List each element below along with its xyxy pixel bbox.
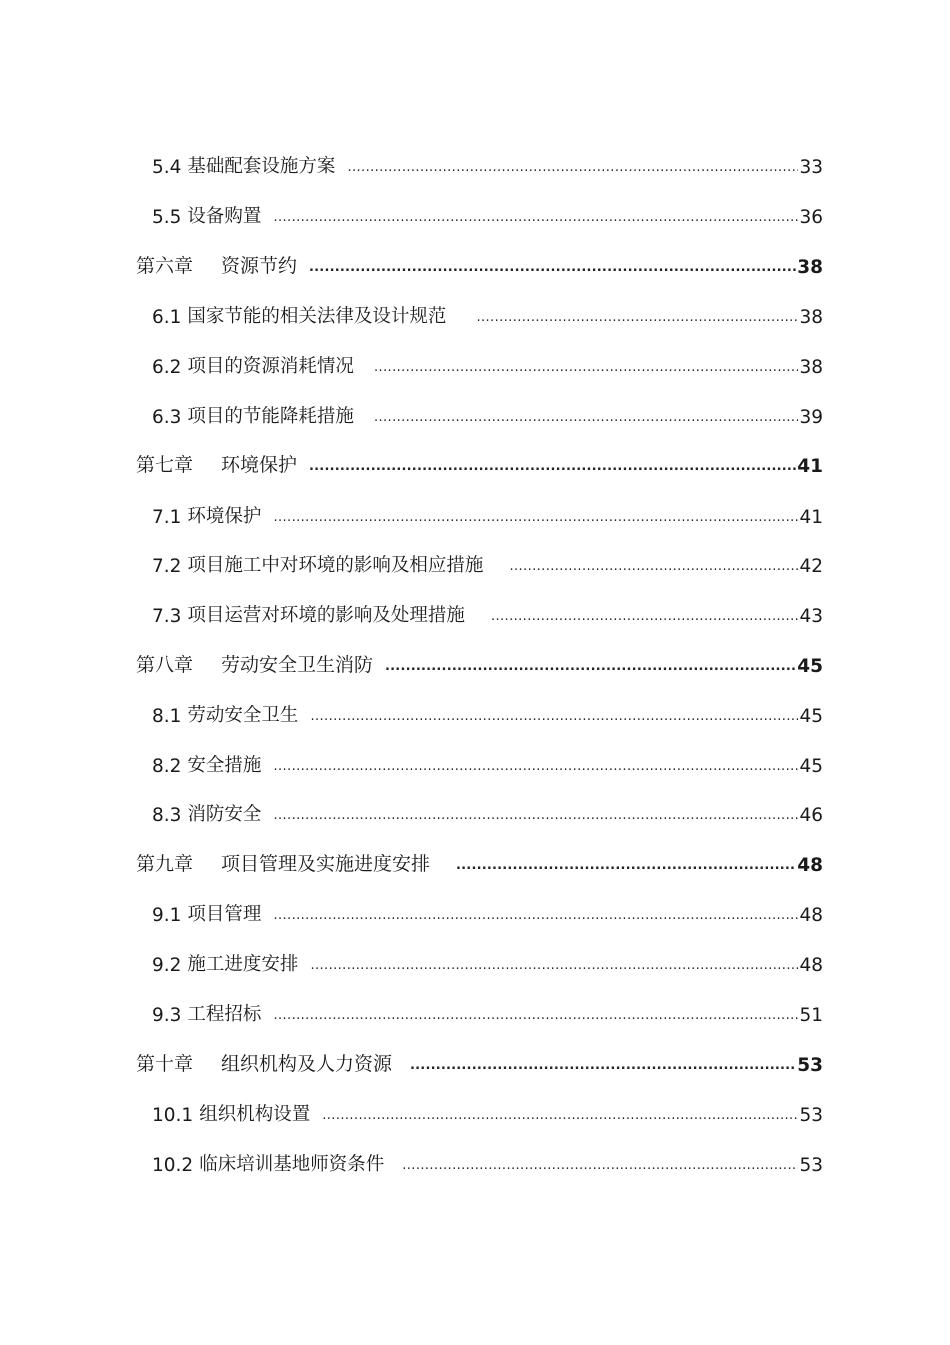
entry-title: 工程招标 <box>187 1004 262 1025</box>
chapter-page-number: 48 <box>797 855 823 876</box>
entry-number: 9.2 <box>152 955 182 976</box>
entry-title: 施工进度安排 <box>187 954 299 975</box>
dot-leader <box>310 959 798 976</box>
toc-entry-7-3[interactable] <box>152 597 823 627</box>
chapter-title: 项目管理及实施进度安排 <box>221 853 431 875</box>
entry-number: 7.1 <box>152 507 182 528</box>
entry-page-number: 36 <box>799 207 823 228</box>
toc-chapter-9[interactable] <box>136 846 823 876</box>
entry-title: 项目的节能降耗措施 <box>187 406 354 427</box>
entry-page-number: 45 <box>799 756 823 777</box>
entry-number: 7.3 <box>152 606 182 627</box>
toc-entry-10-2[interactable] <box>152 1146 823 1176</box>
entry-number: 10.2 <box>152 1155 194 1176</box>
toc-chapter-8[interactable] <box>136 647 823 677</box>
toc-entry-6-2[interactable] <box>152 348 823 378</box>
chapter-page-number: 45 <box>797 656 823 677</box>
dot-leader <box>385 660 796 677</box>
toc-entry-9-2[interactable] <box>152 946 823 976</box>
chapter-title: 组织机构及人力资源 <box>221 1053 393 1075</box>
dot-leader <box>273 760 798 777</box>
chapter-number: 第八章 <box>136 654 194 676</box>
chapter-number: 第七章 <box>136 454 194 476</box>
entry-title: 项目施工中对环境的影响及相应措施 <box>187 555 484 576</box>
dot-leader <box>509 560 798 577</box>
entry-page-number: 46 <box>799 805 823 826</box>
entry-number: 8.2 <box>152 756 182 777</box>
entry-number: 10.1 <box>152 1105 194 1126</box>
entry-title: 国家节能的相关法律及设计规范 <box>187 306 447 327</box>
dot-leader <box>273 1009 798 1026</box>
dot-leader <box>374 411 799 428</box>
entry-page-number: 33 <box>799 157 823 178</box>
entry-title: 临床培训基地师资条件 <box>199 1154 385 1175</box>
entry-page-number: 38 <box>799 357 823 378</box>
chapter-number: 第十章 <box>136 1053 194 1075</box>
dot-leader <box>476 311 798 328</box>
chapter-page-number: 53 <box>797 1055 823 1076</box>
chapter-number: 第九章 <box>136 853 194 875</box>
chapter-page-number: 41 <box>797 456 823 477</box>
entry-title: 消防安全 <box>187 804 262 825</box>
entry-page-number: 41 <box>799 507 823 528</box>
chapter-title: 环境保护 <box>221 454 298 476</box>
entry-page-number: 48 <box>799 955 823 976</box>
dot-leader <box>273 909 798 926</box>
entry-page-number: 45 <box>799 706 823 727</box>
entry-title: 组织机构设置 <box>199 1104 311 1125</box>
entry-number: 9.3 <box>152 1005 182 1026</box>
chapter-title: 劳动安全卫生消防 <box>221 654 374 676</box>
toc-entry-10-1[interactable] <box>152 1096 823 1126</box>
entry-title: 设备购置 <box>187 206 262 227</box>
entry-number: 6.1 <box>152 307 182 328</box>
toc-chapter-10[interactable] <box>136 1046 823 1076</box>
entry-number: 6.3 <box>152 407 182 428</box>
toc-entry-8-3[interactable] <box>152 796 823 826</box>
toc-entry-8-1[interactable] <box>152 697 823 727</box>
entry-page-number: 38 <box>799 307 823 328</box>
dot-leader <box>309 460 796 477</box>
dot-leader <box>347 161 798 178</box>
entry-title: 项目的资源消耗情况 <box>187 356 354 377</box>
dot-leader <box>273 211 798 228</box>
entry-page-number: 53 <box>799 1155 823 1176</box>
dot-leader <box>456 859 796 876</box>
entry-page-number: 42 <box>799 556 823 577</box>
entry-page-number: 43 <box>799 606 823 627</box>
entry-number: 5.5 <box>152 207 182 228</box>
toc-entry-9-1[interactable] <box>152 896 823 926</box>
dot-leader <box>491 610 799 627</box>
dot-leader <box>410 1059 796 1076</box>
entry-number: 9.1 <box>152 905 182 926</box>
toc-chapter-7[interactable] <box>136 447 823 477</box>
entry-number: 8.1 <box>152 706 182 727</box>
entry-title: 项目管理 <box>187 904 262 925</box>
entry-page-number: 39 <box>799 407 823 428</box>
chapter-title: 资源节约 <box>221 255 298 277</box>
dot-leader <box>309 261 796 278</box>
dot-leader <box>310 710 798 727</box>
toc-entry-5-5[interactable] <box>152 198 823 228</box>
toc-entry-6-1[interactable] <box>152 298 823 328</box>
entry-number: 8.3 <box>152 805 182 826</box>
entry-title: 基础配套设施方案 <box>187 156 336 177</box>
entry-page-number: 48 <box>799 905 823 926</box>
entry-page-number: 51 <box>799 1005 823 1026</box>
toc-entry-9-3[interactable] <box>152 996 823 1026</box>
toc-entry-5-4[interactable] <box>152 148 823 178</box>
toc-entry-8-2[interactable] <box>152 747 823 777</box>
entry-number: 5.4 <box>152 157 182 178</box>
entry-title: 安全措施 <box>187 755 262 776</box>
chapter-number: 第六章 <box>136 255 194 277</box>
entry-number: 6.2 <box>152 357 182 378</box>
toc-entry-7-1[interactable] <box>152 498 823 528</box>
dot-leader <box>402 1159 798 1176</box>
entry-title: 环境保护 <box>187 506 262 527</box>
chapter-page-number: 38 <box>797 257 823 278</box>
entry-number: 7.2 <box>152 556 182 577</box>
dot-leader <box>273 511 798 528</box>
entry-title: 项目运营对环境的影响及处理措施 <box>187 605 465 626</box>
entry-title: 劳动安全卫生 <box>187 705 299 726</box>
toc-entry-7-2[interactable] <box>152 547 823 577</box>
toc-entry-6-3[interactable] <box>152 398 823 428</box>
dot-leader <box>273 809 798 826</box>
toc-chapter-6[interactable] <box>136 248 823 278</box>
dot-leader <box>374 361 799 378</box>
dot-leader <box>322 1109 798 1126</box>
entry-page-number: 53 <box>799 1105 823 1126</box>
